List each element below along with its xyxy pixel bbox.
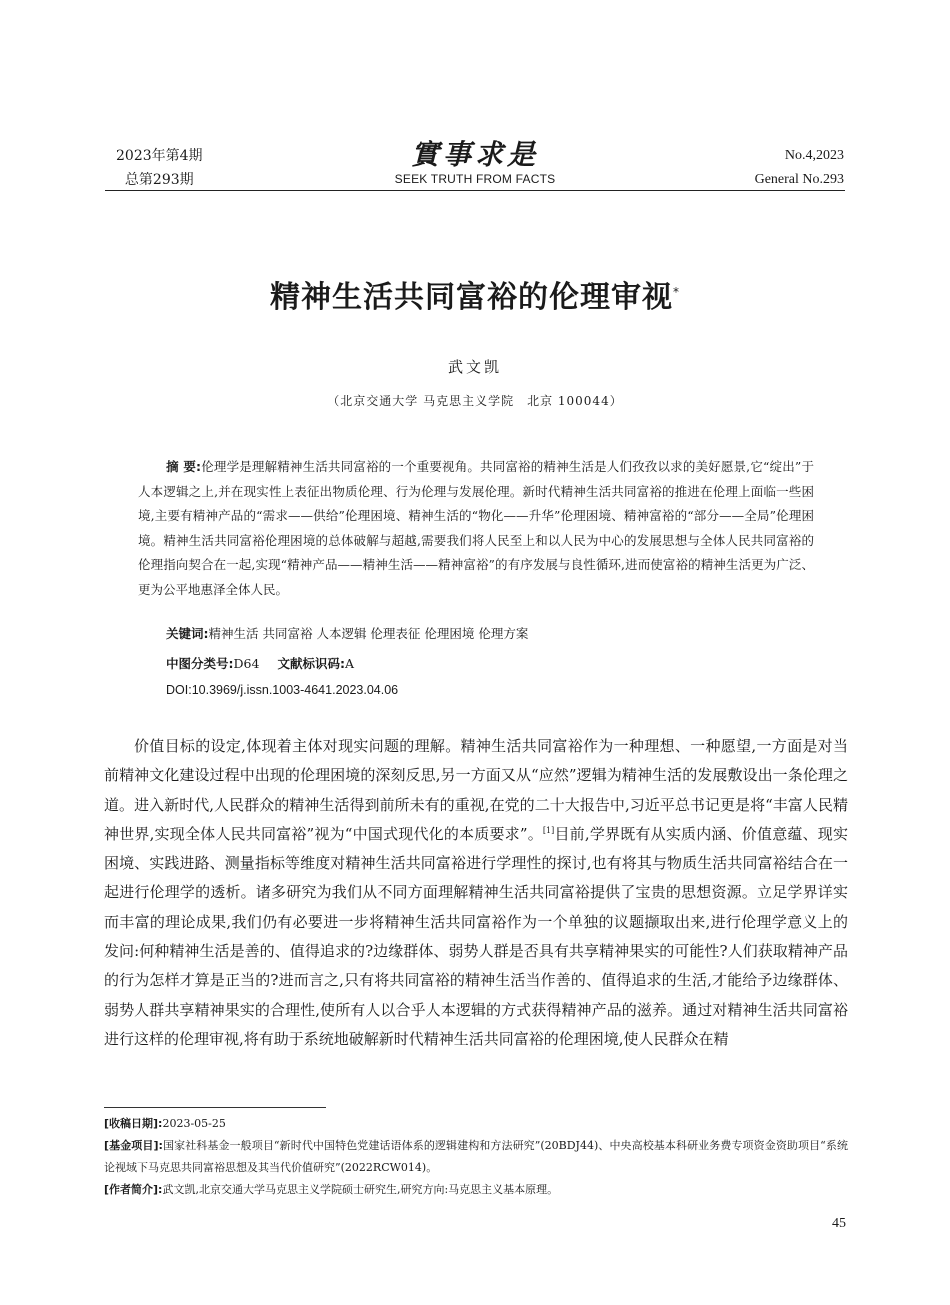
abstract-label: 摘 要: xyxy=(166,459,202,474)
footnote-received xyxy=(104,1113,848,1135)
issue-number: 2023年第4期 xyxy=(116,148,203,164)
fund-value: 国家社科基金一般项目“新时代中国特色党建话语体系的逻辑建构和方法研究”(20BDJ44)、中央高校基本科研业务费专项资金资助项目“系统论视域下马克思共同富裕思想及其当代价值研究”(2022RCW014)。 xyxy=(104,1139,848,1174)
journal-name-en: SEEK TRUTH FROM FACTS xyxy=(394,172,556,186)
clc-value: D64 xyxy=(233,656,260,671)
body-text xyxy=(104,732,848,1054)
clc-label: 中图分类号: xyxy=(166,656,234,671)
classification xyxy=(166,654,354,674)
doi-label: DOI: xyxy=(166,683,192,697)
article-title: 精神生活共同富裕的伦理审视* xyxy=(270,280,680,315)
doi xyxy=(166,680,398,700)
title-footnote-mark: * xyxy=(673,285,680,299)
header-divider xyxy=(105,190,845,191)
abstract-text: 伦理学是理解精神生活共同富裕的一个重要视角。共同富裕的精神生活是人们孜孜以求的美好愿景,它“绽出”于人本逻辑之上,并在现实性上表征出物质伦理、行为伦理与发展伦理。新时代精神生活共同富裕的推进在伦理上面临一些困境,主要有精神产品的“需求——供给”伦理困境、精神生活的“物化——升华”伦理困境、精神富裕的“部分——全局”伦理困境。精神生活共同富裕伦理困境的总体破解与超越,需要我们将人民至上和以人民为中心的发展思想与全体人民共同富裕的伦理指向契合在一起,实现“精神产品——精神生活——精神富裕”的有序发展与良性循环,进而使富裕的精神生活更为广泛、更为公平地惠泽全体人民。 xyxy=(138,459,814,597)
citation-ref: [1] xyxy=(542,825,555,835)
cumulative-issue-en: General No.293 xyxy=(754,172,844,187)
fund-label: [基金项目]: xyxy=(104,1139,163,1152)
page-number: 45 xyxy=(832,1216,846,1231)
body-paragraph-part1: 价值目标的设定,体现着主体对现实问题的理解。精神生活共同富裕作为一种理想、一种愿望,一方面是对当前精神文化建设过程中出现的伦理困境的深刻反思,另一方面又从“应然”逻辑为精神生活的发展敷设出一条伦理之道。进入新时代,人民群众的精神生活得到前所未有的重视,在党的二十大报告中,习近平总书记更是将“丰富人民精神世界,实现全体人民共同富裕”视为“中国式现代化的本质要求”。 xyxy=(104,737,848,843)
footnotes xyxy=(104,1113,848,1201)
issue-info xyxy=(116,144,203,192)
keywords-text: 精神生活 共同富裕 人本逻辑 伦理表征 伦理困境 伦理方案 xyxy=(208,626,529,641)
doc-code-value: A xyxy=(344,656,354,671)
keywords-label: 关键词: xyxy=(166,626,209,641)
issue-info-en xyxy=(755,144,844,192)
doi-value: 10.3969/j.issn.1003-4641.2023.04.06 xyxy=(191,683,399,697)
footnote-author xyxy=(104,1179,848,1201)
author-bio-value: 武文凯,北京交通大学马克思主义学院硕士研究生,研究方向:马克思主义基本原理。 xyxy=(162,1183,559,1196)
cumulative-issue: 总第293期 xyxy=(124,172,194,188)
author-name: 武文凯 xyxy=(447,358,502,376)
footnote-divider xyxy=(104,1107,326,1108)
body-paragraph-part2: 目前,学界既有从实质内涵、价值意蕴、现实困境、实践进路、测量指标等维度对精神生活共同富裕进行学理性的探讨,也有将其与物质生活共同富裕结合在一起进行伦理学的透析。诸多研究为我们从不同方面理解精神生活共同富裕提供了宝贵的思想资源。立足学界详实而丰富的理论成果,我们仍有必要进一步将精神生活共同富裕作为一个单独的议题撷取出来,进行伦理学意义上的发问:何种精神生活是善的、值得追求的?边缘群体、弱势人群是否具有共享精神果实的可能性?人们获取精神产品的行为怎样才算是正当的?进而言之,只有将共同富裕的精神生活当作善的、值得追求的生活,才能给予边缘群体、弱势人群共享精神果实的合理性,使所有人以合乎人本逻辑的方式获得精神产品的滋养。通过对精神生活共同富裕进行这样的伦理审视,将有助于系统地破解新时代精神生活共同富裕的伦理困境,使人民群众在精 xyxy=(104,824,848,1048)
received-value: 2023-05-25 xyxy=(162,1117,226,1130)
author-affiliation: （北京交通大学 马克思主义学院 北京 100044） xyxy=(327,394,623,408)
author-bio-label: [作者简介]: xyxy=(104,1183,163,1196)
footnote-fund xyxy=(104,1135,848,1179)
journal-logo-cn: 實事求是 xyxy=(410,138,539,171)
received-label: [收稿日期]: xyxy=(104,1117,163,1130)
abstract xyxy=(138,455,814,603)
issue-number-en: No.4,2023 xyxy=(784,148,844,163)
doc-code-label: 文献标识码: xyxy=(277,656,345,671)
keywords xyxy=(166,624,528,644)
journal-masthead xyxy=(330,138,620,186)
